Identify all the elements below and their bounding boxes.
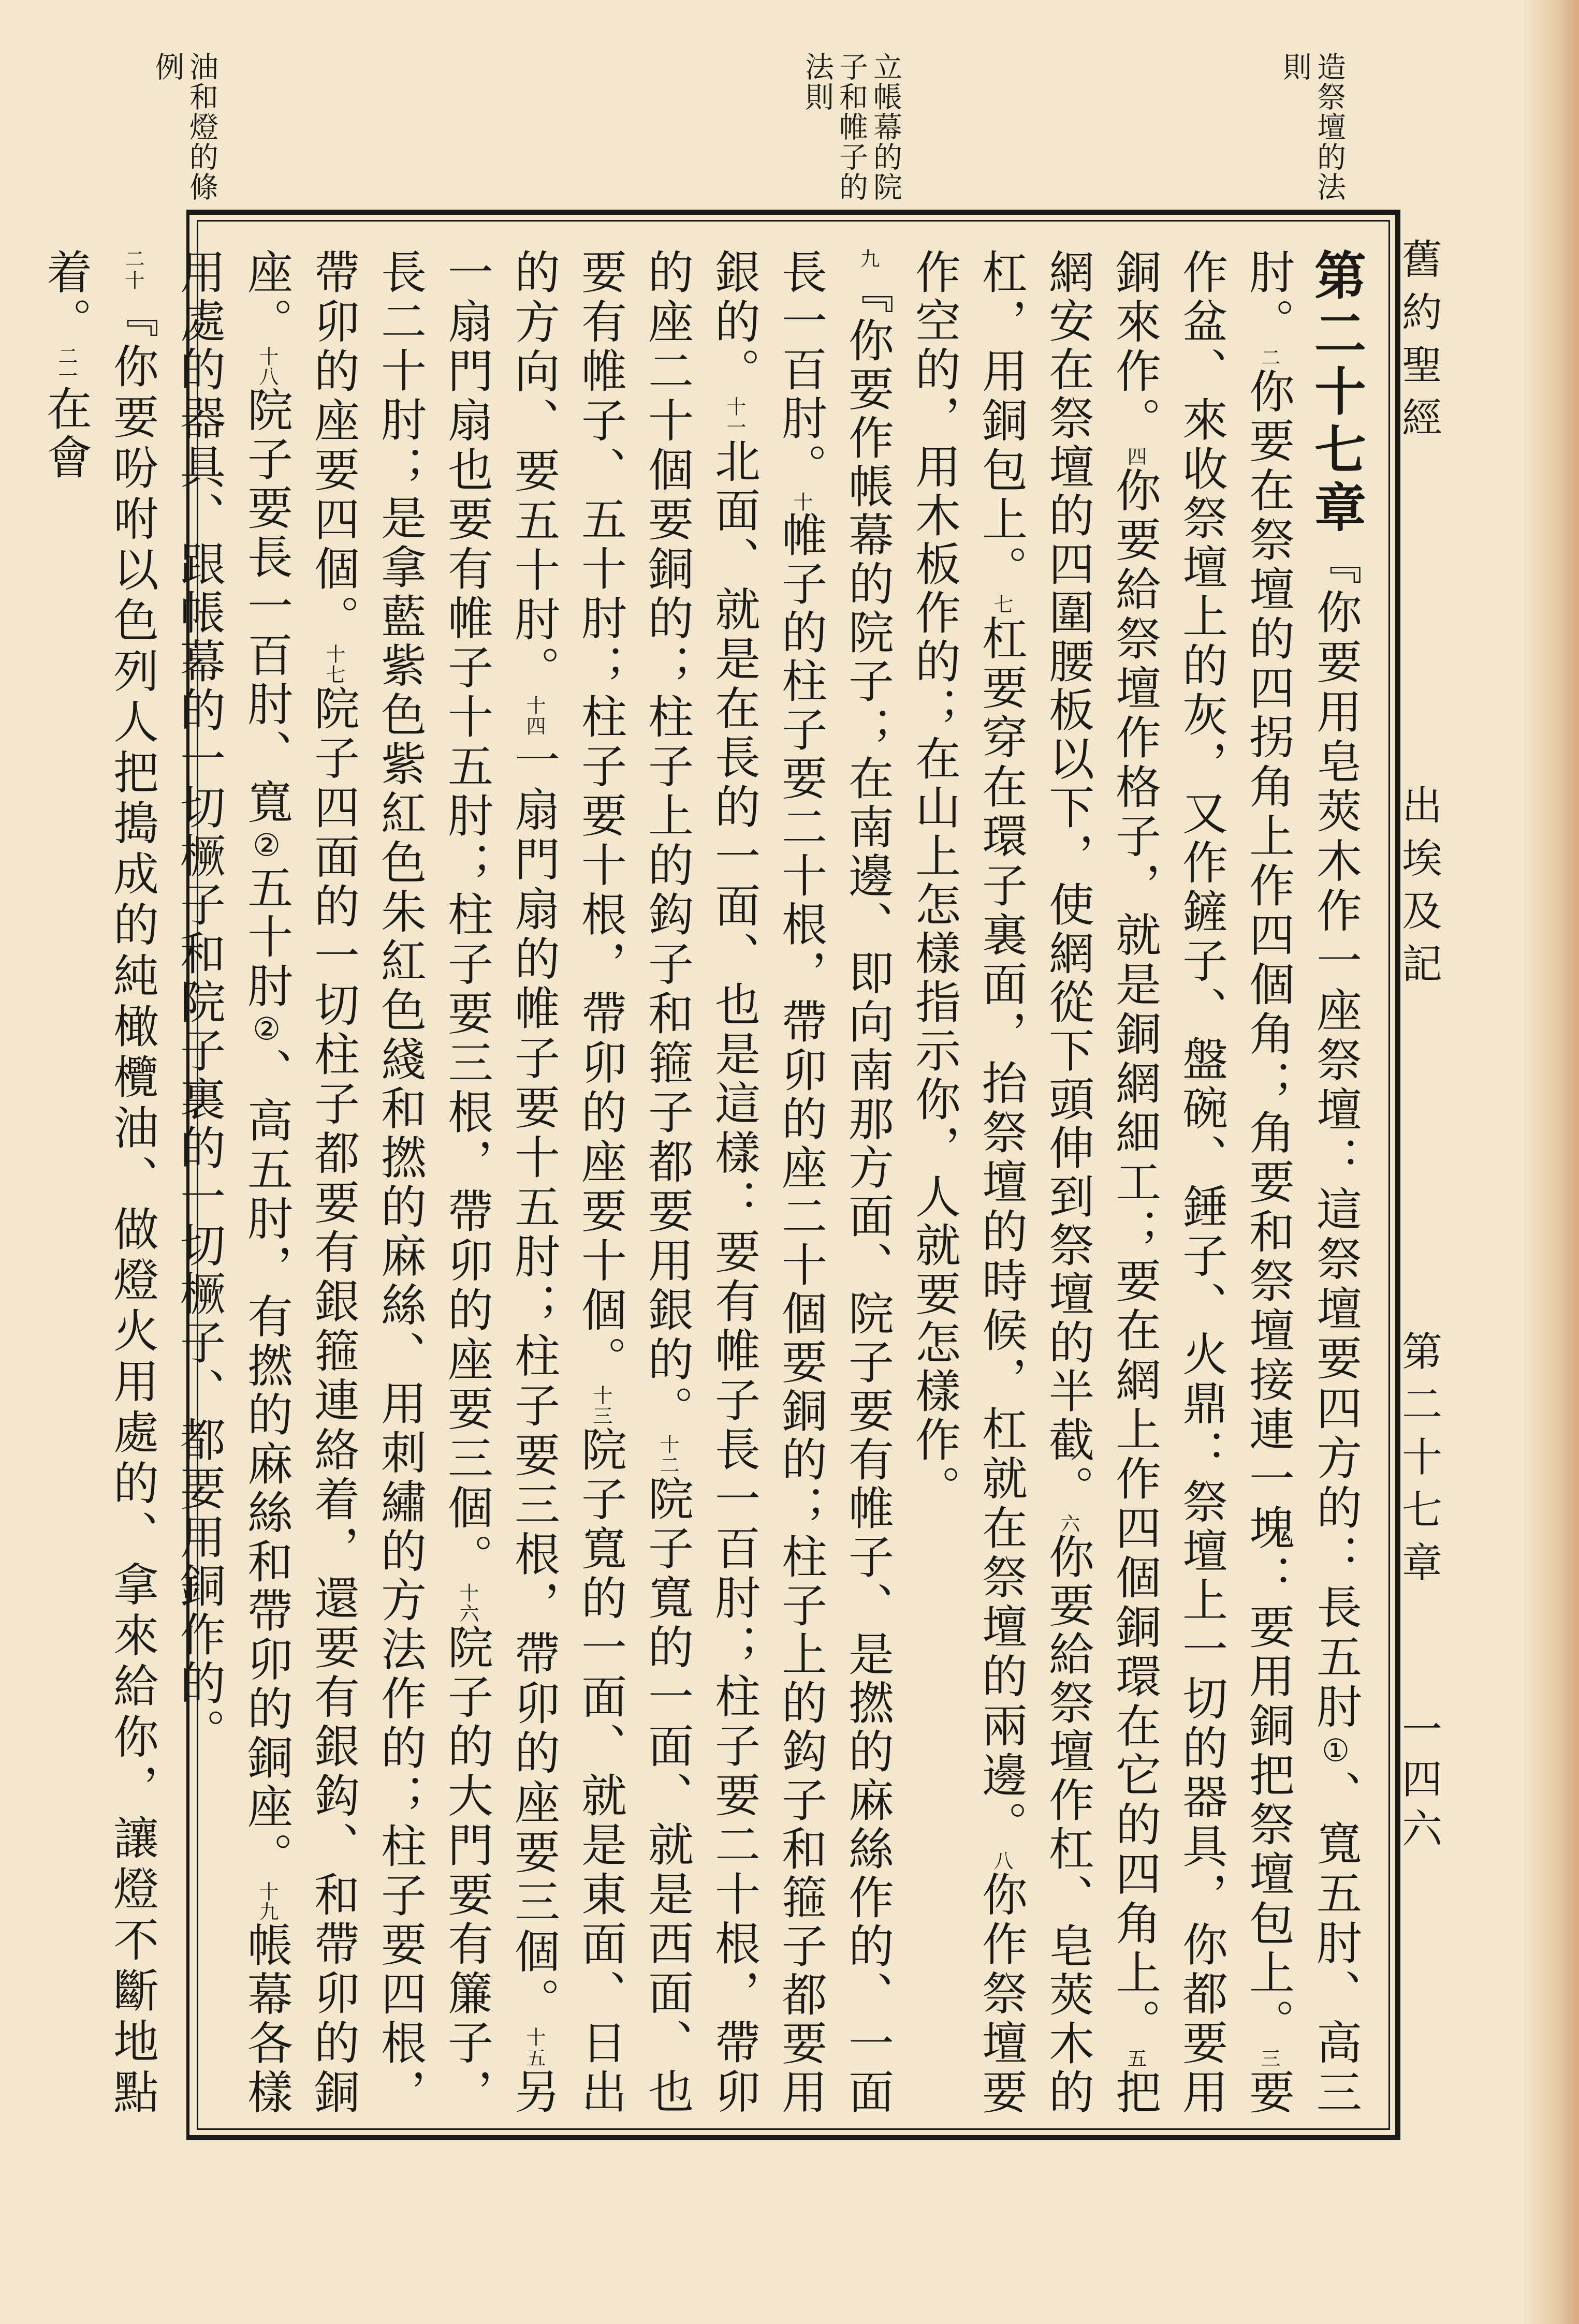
footnote-marker: ①: [1318, 1732, 1354, 1770]
verse-number: 七: [990, 594, 1013, 615]
verse-number: 十六: [456, 1582, 479, 1624]
verse-number: 二一: [55, 346, 78, 385]
verse-20: $^{二十}$『你要吩咐以色列人把搗成的純橄欖油、做燈火用處的、拿來給你，讓燈不斷地點着。: [39, 248, 159, 2117]
verse-number: 十二: [656, 1434, 679, 1476]
verse-14: $^{十四}$一扇門扇的帷子要十五肘；柱子要三根，帶卯的座要三個。: [507, 695, 561, 2027]
verse-3: $^三$要作盆、來收祭壇上的灰，又作鏟子、盤碗、錘子、火鼎：祭壇上一切的器具，你都要用銅來作。: [1108, 248, 1295, 2117]
running-head-section: 出埃及記: [1395, 784, 1442, 995]
verse-number: 十五: [523, 2027, 546, 2069]
verse-19: $^{十九}$帳幕各樣用處的器具、跟帳幕的一切橛子和院子裏的一切橛子、都要用銅作的。: [173, 248, 294, 2117]
page-edge-shading: [1522, 0, 1579, 2324]
verse-17: $^{十七}$院子四面的一切柱子都要有銀箍連絡着，還要有銀鈎、和帶卯的銅座。: [240, 248, 360, 2117]
verse-12: $^{十二}$院子寬的一面、就是西面、也要有帷子、五十肘；柱子要十根，帶卯的座要十個。: [574, 248, 694, 2117]
verse-16: $^{十六}$院子的大門要有簾子，長二十肘；是拿藍紫色紫紅色朱紅色綫和撚的麻絲、用刺繡的方法作的；柱子要四根，帶卯的座要四個。: [307, 248, 494, 2117]
page-number: 一四六: [1395, 1708, 1442, 1857]
verse-11: $^{十一}$北面、就是在長的一面、也是這樣：要有帷子長一百肘；柱子要二十根，帶卯的座二十個要銅的；柱子上的鈎子和箍子都要用銀的。: [641, 248, 761, 2117]
verse-number: 十三: [590, 1385, 612, 1426]
margin-label-court: 立帳幕的院子和帷子的法則: [800, 52, 902, 202]
verse-number: 十: [790, 492, 813, 511]
verse-number: 六: [1057, 1513, 1080, 1533]
running-head: [1393, 238, 1444, 1594]
verse-number: 九: [857, 248, 880, 268]
verse-number: 二十: [122, 248, 144, 292]
margin-label-altar: 造祭壇的法則: [1278, 52, 1346, 202]
chapter-heading: 第二十七章: [1306, 248, 1366, 539]
verse-6: $^六$你要給祭壇作杠、皂莢木的杠，用銅包上。: [975, 248, 1095, 2117]
verse-number: 四: [1124, 446, 1147, 467]
verse-1: 『你要用皂莢木作一座祭壇：這祭壇要四方的：長五肘①、寬五肘、高三肘。: [1242, 248, 1363, 2117]
verse-2: $^二$你要在祭壇的四拐角上作四個角；角要和祭壇接連一塊：要用銅把祭壇包上。: [1242, 347, 1295, 2048]
verse-number: 二: [1258, 347, 1280, 368]
verse-number: 五: [1124, 2048, 1147, 2069]
verse-number: 十四: [523, 695, 546, 737]
verse-9: $^九$『你要作帳幕的院子；在南邊、即向南那方面、院子要有帷子、是撚的麻絲作的、一面長一百肘。: [774, 248, 895, 2117]
verse-7: $^七$杠要穿在環子裏面，抬祭壇的時候，杠就在祭壇的兩邊。: [975, 594, 1028, 1850]
footnote-marker: ②: [248, 1011, 285, 1048]
verse-number: 三: [1258, 2048, 1280, 2069]
verse-18: $^{十八}$院子要長一百肘、寬②五十肘②、高五肘，有撚的麻絲和帶卯的銅座。: [240, 346, 294, 1881]
verse-13: $^{十三}$院子寬的一面、就是東面、日出的方向、要五十肘。: [507, 248, 627, 2117]
footnote-marker: ②: [248, 828, 285, 864]
margin-label-oil-lamp: 油和燈的條例: [151, 52, 218, 202]
verse-5: $^五$把網安在祭壇的四圍腰板以下，使網從下頭伸到祭壇的半截。: [1042, 248, 1162, 2117]
verse-number: 十九: [256, 1881, 279, 1921]
verse-21: $^{二一}$在會: [39, 346, 93, 482]
chapter-body: [39, 248, 1369, 2117]
verse-15: $^{十五}$另一扇門扇也要有帷子十五肘；柱子要三根，帶卯的座要三個。: [441, 248, 561, 2117]
verse-10: $^十$帷子的柱子要二十根，帶卯的座二十個要銅的；柱子上的鈎子和箍子都要用銀的。: [708, 248, 828, 2117]
verse-4: $^四$你要給祭壇作格子，就是銅網細工；要在網上作四個銅環在它的四角上。: [1108, 446, 1162, 2048]
verse-8: $^八$你作祭壇要作空的，用木板作的；在山上怎樣指示你，人就要怎樣作。: [908, 248, 1028, 2117]
running-head-book: 舊約聖經: [1395, 238, 1442, 449]
verse-number: 十一: [723, 396, 746, 438]
verse-number: 八: [990, 1850, 1013, 1871]
running-head-chapter: 第二十七章: [1395, 1330, 1442, 1594]
verse-number: 十八: [256, 346, 279, 387]
verse-number: 十七: [323, 643, 345, 685]
